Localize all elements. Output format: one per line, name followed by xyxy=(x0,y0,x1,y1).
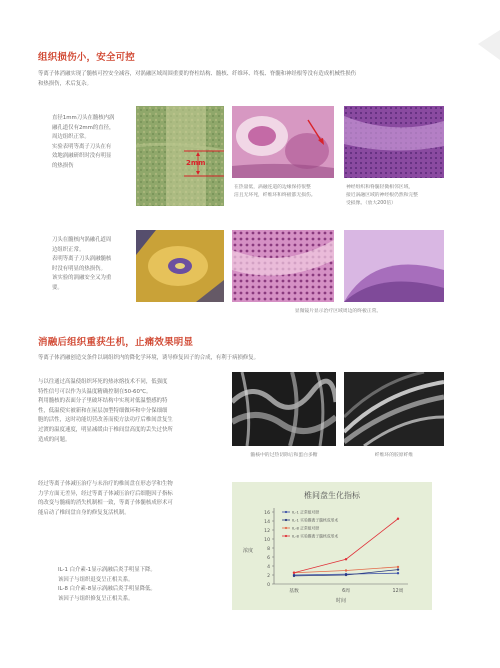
para-line: 力学方面无差异，经过等离子体减压治疗后细胞因子指标 xyxy=(38,490,173,497)
note-line: IL-1 白介素-1显示涡融后炎手明显下降。 xyxy=(58,567,156,573)
data-point xyxy=(345,558,347,560)
x-tick-label: 6周 xyxy=(342,589,350,594)
text-line: 表明等离子刀头涡融髓核 xyxy=(52,256,112,263)
data-point xyxy=(293,575,295,577)
sem-image-annulus xyxy=(344,372,444,446)
legend-marker xyxy=(285,511,287,513)
note-line: 该因子与组织修复呈正相关系。 xyxy=(58,595,134,602)
caption-d: 髓核中的过热切除后和蛋白多糖 xyxy=(250,453,318,458)
y-tick-label: 10 xyxy=(264,537,270,543)
caption-line: 接近涡融区域的神经根仍然和完整 xyxy=(346,193,418,198)
section2-intro: 等离子体消融创造交条件以调组织内的降化学环境，诱导修复因子的合成，有利于病损修复。 xyxy=(38,355,260,361)
caption-a xyxy=(234,184,336,200)
text-line: 要。 xyxy=(52,284,63,291)
text-line: 的热损伤 xyxy=(52,162,74,169)
cytokine-notes xyxy=(58,566,230,604)
caption-e: 纤维环的胶原纤维 xyxy=(374,453,414,458)
legend-label: IL-1 实验膜离子髓核成形术 xyxy=(292,517,339,523)
para-line: 性，低温使实被新和在屋层加型特细做环和中分保细细 xyxy=(38,407,168,414)
text-line: 时没有明显的热损伤。 xyxy=(52,265,106,272)
y-tick-label: 12 xyxy=(264,528,270,534)
text-line: 效地涡融研织时没有明显 xyxy=(52,153,112,160)
biochemistry-chart xyxy=(232,482,432,610)
text-line: 刀头在髓核内涡融孔道周 xyxy=(52,237,112,243)
data-point xyxy=(397,518,399,520)
text-line: 该实验的涡融安全又为重 xyxy=(52,275,112,282)
y-axis-label: 浓度 xyxy=(242,548,254,554)
corner-decoration xyxy=(478,30,500,60)
y-tick-label: 6 xyxy=(267,555,270,561)
section-title-tissue: 组织损伤小，安全可控 xyxy=(38,52,136,63)
note-line: IL-8 白介素-8显示涡融后炎手明显降低。 xyxy=(58,586,156,593)
left-text-2 xyxy=(52,236,132,294)
data-point xyxy=(345,569,347,571)
caption-b xyxy=(346,184,450,208)
histology-image-pink-arrow xyxy=(232,106,334,178)
para-line: 特性信号可以作为头温度精确控制在50-60℃。 xyxy=(38,388,152,395)
para-line: 能启动了椎间盘自身的修复复活机制。 xyxy=(38,509,130,516)
intro-line: 等离子体消融实现了髓核可控安全减容，对涡融区域周围重要的脊柱结构、髓核、纤维环、终板、脊髓和神经根等没有造成机械性损伤 xyxy=(38,71,357,77)
caption-line: 洁且无坏死，纤维环和终板都无损伤。 xyxy=(234,193,316,198)
histology-image-purple xyxy=(344,106,444,178)
text-line: 直径1mm刀头在髓核内涡 xyxy=(52,115,115,121)
legend-marker xyxy=(285,519,287,521)
y-tick-label: 0 xyxy=(267,582,270,588)
sem-image-collagen xyxy=(232,372,336,446)
y-tick-label: 16 xyxy=(264,510,270,516)
left-text-1 xyxy=(52,114,132,172)
x-tick-label: 基数 xyxy=(289,589,299,594)
data-point xyxy=(397,572,399,574)
chart-plot xyxy=(232,482,432,610)
para-line: 利用髓核的表面分子里破坏结构中实现对低温整感的特 xyxy=(38,398,168,405)
caption-line: 在热量低，涡融连道的边缘保持很整 xyxy=(234,185,311,190)
section-title-regeneration: 消融后组织重获生机，止痛效果明显 xyxy=(38,337,194,348)
data-point xyxy=(397,568,399,570)
para-line: 经过等离子体减压治疗与未治疗的椎间盘在形态学和生物 xyxy=(38,481,173,487)
y-tick-label: 4 xyxy=(267,564,270,570)
para-line: 造成的问题。 xyxy=(38,436,71,443)
note-line: 该因子与组织退变呈正相关系。 xyxy=(58,576,134,583)
para-line: 与以往通过高温使组织坏死的热冰熔技术不同，低强度 xyxy=(38,379,168,385)
caption-line: 神经组织和脊髓轻微相邻区域， xyxy=(346,185,414,190)
y-tick-label: 8 xyxy=(267,546,270,552)
histology-image-pink xyxy=(232,230,334,302)
data-point xyxy=(345,574,347,576)
para-line: 过渡的温度速度，明显减缓由于椎间盘高度的丢失过快所 xyxy=(38,426,173,433)
section2-paragraph-2 xyxy=(38,480,230,518)
histology-image-yellow xyxy=(136,230,224,302)
y-tick-label: 2 xyxy=(267,573,270,579)
scale-label: 2mm xyxy=(186,159,206,167)
x-tick-label: 12周 xyxy=(392,589,404,594)
text-line: 实验表明等离子刀头在有 xyxy=(52,143,112,150)
section1-intro xyxy=(38,70,458,89)
histology-image-lavender xyxy=(344,230,444,302)
text-line: 融孔道仅有2mm的直径， xyxy=(52,124,115,131)
text-line: 周边组织正常。 xyxy=(52,134,90,141)
section2-paragraph-1 xyxy=(38,378,230,445)
intro-line: 和热损伤，术后复杂。 xyxy=(38,80,92,87)
para-line: 的改变与髓痛的消失机制相一致，等离子体髓核成形术可 xyxy=(38,500,173,507)
text-line: 边组织正常。 xyxy=(52,246,85,253)
legend-marker xyxy=(285,527,287,529)
histology-image-green xyxy=(136,106,224,206)
data-point xyxy=(397,566,399,568)
para-line: 胞的活性，这时功能切营改善而使方法功疗后椎间盘复生 xyxy=(38,417,173,424)
legend-marker xyxy=(285,535,287,537)
caption-line: 受损像。（放大200倍） xyxy=(346,201,396,206)
chart-title: 椎间盘生化指标 xyxy=(304,491,360,500)
legend-label: IL-8 实验膜离子髓核成形术 xyxy=(292,533,339,539)
y-tick-label: 14 xyxy=(264,519,270,525)
caption-c: 显微镜片显示治疗区域周边的终板正常。 xyxy=(294,309,382,314)
x-axis-label: 时间 xyxy=(335,598,347,604)
legend-label: IL-1 正常组对照 xyxy=(292,509,320,515)
data-point xyxy=(293,572,295,574)
legend-label: IL-8 正常组对照 xyxy=(292,525,320,531)
